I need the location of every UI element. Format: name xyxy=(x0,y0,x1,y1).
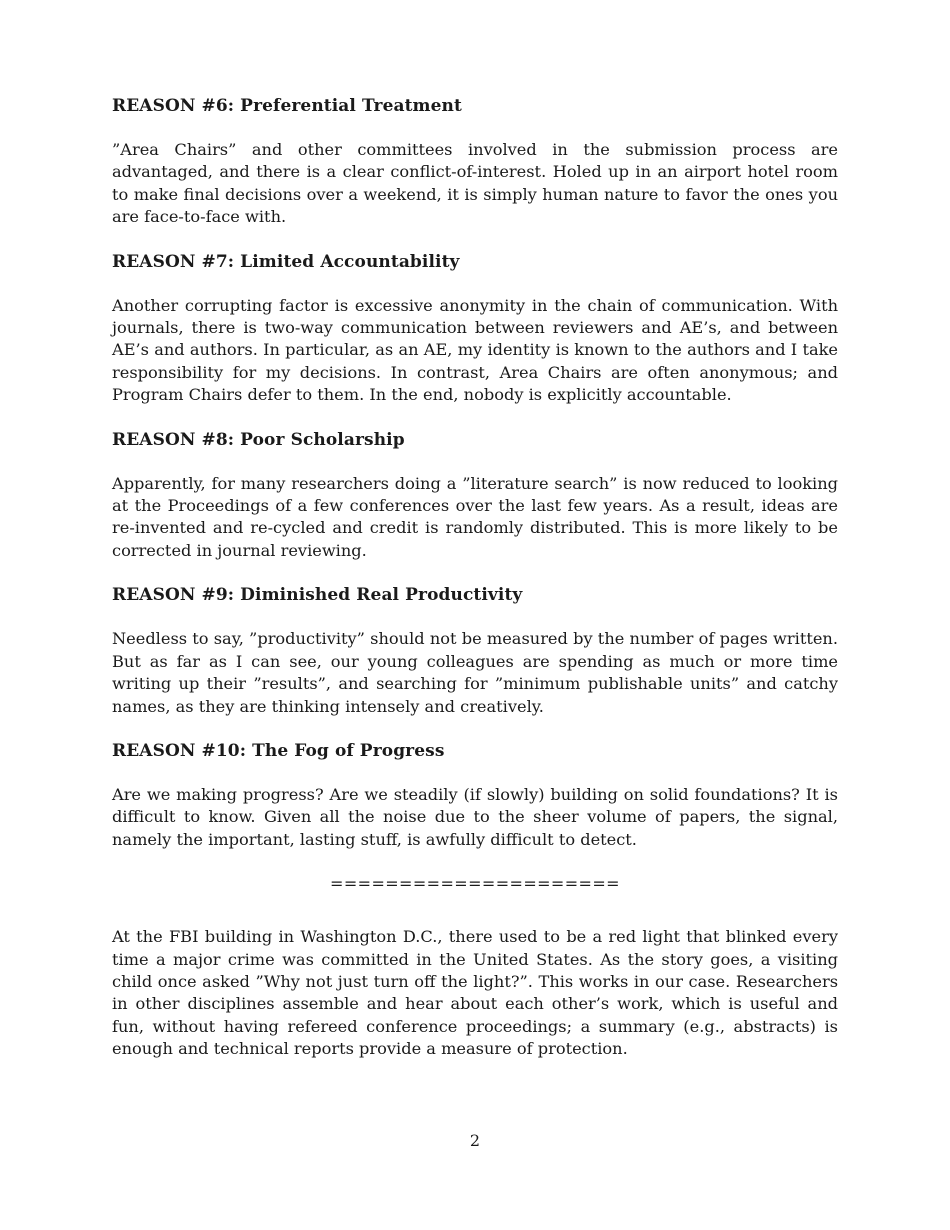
section-separator: ===================== xyxy=(330,874,620,894)
section-paragraph: Needless to say, ”productivity” should not be measured by the number of pages written. But as far as I can see, our young colleagues are spending as much or more time writing up their ”results”, and searching for ”minimum publishable units” and catchy names, as they are thinking intensely and creatively. xyxy=(112,629,838,716)
section-heading: REASON #9: Diminished Real Productivity xyxy=(112,585,523,606)
closing-paragraph: At the FBI building in Washington D.C., there used to be a red light that blinked every time a major crime was committed in the United States. As the story goes, a visiting child once asked ”Why not just turn off the light?”. This works in our case. Researchers in other disciplines assemble and hear about each other’s work, which is useful and fun, without having refereed conference proceedings; a summary (e.g., abstracts) is enough and technical reports provide a measure of protection. xyxy=(112,927,838,1059)
reason-10-section xyxy=(112,740,838,851)
section-heading: REASON #6: Preferential Treatment xyxy=(112,96,462,116)
reason-8-section xyxy=(112,429,838,563)
reason-7-section xyxy=(112,251,838,407)
section-heading: REASON #10: The Fog of Progress xyxy=(112,740,445,761)
reason-9-section xyxy=(112,584,838,718)
section-heading: REASON #8: Poor Scholarship xyxy=(112,429,405,450)
section-paragraph: ”Area Chairs” and other committees involved in the submission process are advantaged, and there is a clear conflict-of-interest. Holed up in an airport hotel room to make final decisions over a weekend, it is simply human nature to favor the ones you are face-to-face with. xyxy=(112,140,838,227)
section-heading: REASON #7: Limited Accountability xyxy=(112,251,460,272)
reason-6-section xyxy=(112,95,838,229)
page-number: 2 xyxy=(469,1131,481,1150)
document-page xyxy=(112,95,838,1083)
section-paragraph: Are we making progress? Are we steadily (if slowly) building on solid foundations? It is difficult to know. Given all the noise due to the sheer volume of papers, the signal, namely the important, lasting stuff, is awfully difficult to detect. xyxy=(112,784,838,849)
section-paragraph: Another corrupting factor is excessive anonymity in the chain of communication. With journals, there is two-way communication between reviewers and AE’s, and between AE’s and authors. In particular, as an AE, my identity is known to the authors and I take responsibility for my decisions. In contrast, Area Chairs are often anonymous; and Program Chairs defer to them. In the end, nobody is explicitly accountable. xyxy=(112,295,838,405)
section-paragraph: Apparently, for many researchers doing a ”literature search” is now reduced to looking at the Proceedings of a few conferences over the last few years. As a result, ideas are re-invented and re-cycled and credit is randomly distributed. This is more likely to be corrected in journal reviewing. xyxy=(112,473,838,560)
